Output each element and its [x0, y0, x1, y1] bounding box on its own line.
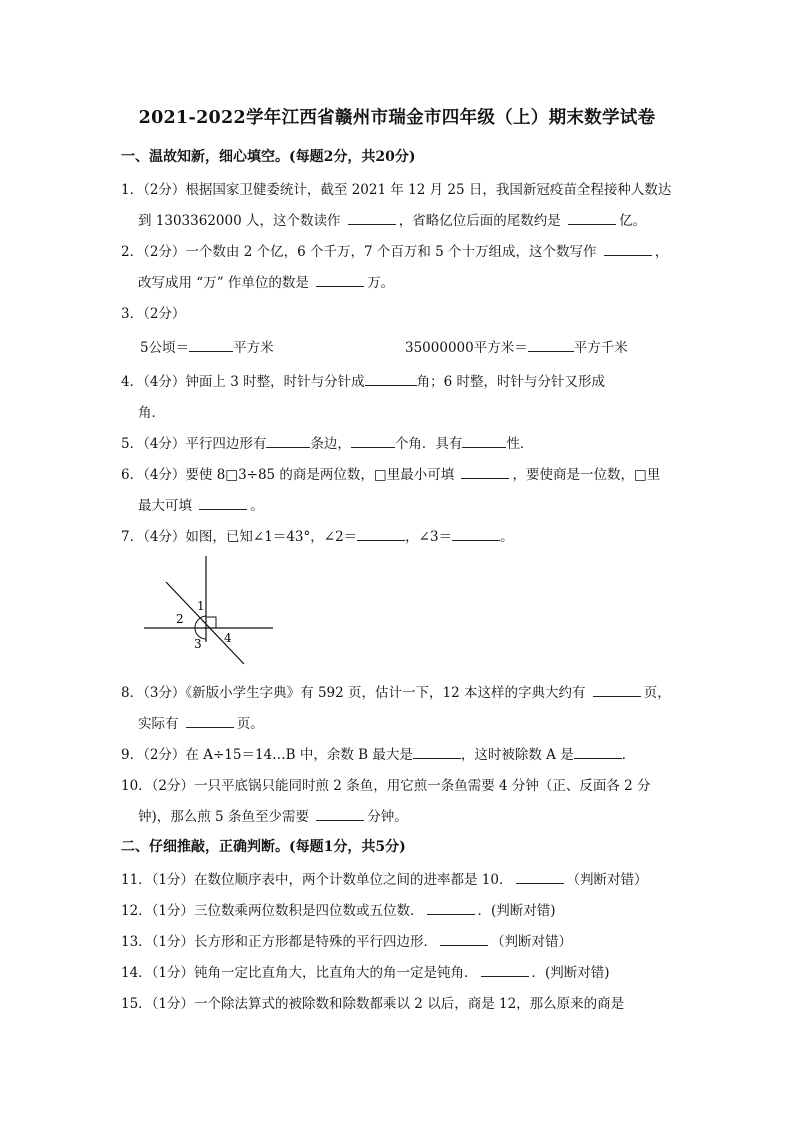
q14-text: 14．（1分）钝角一定比直角大，比直角大的角一定是钝角．	[121, 965, 478, 981]
q14-suffix: ．(判断对错)	[531, 965, 610, 981]
q8-text-d: 页。	[236, 716, 264, 732]
q3-left-b: 平方米	[233, 340, 274, 356]
q12-text: 12．（1分）三位数乘两位数积是四位数或五位数．	[121, 903, 424, 919]
q3-right-a: 35000000平方米＝	[405, 340, 528, 356]
q11-suffix: （判断对错）	[566, 872, 648, 888]
q10-line-2	[138, 805, 408, 825]
q1-answer-blank-2[interactable]	[568, 211, 616, 225]
q8-answer-blank-1[interactable]	[593, 683, 641, 697]
q8-text-a: 8．（3分）《新版小学生字典》有 592 页，估计一下，12 本这样的字典大约有	[121, 685, 590, 701]
q13-line	[121, 930, 572, 950]
q7-line	[121, 525, 514, 545]
q2-answer-blank-2[interactable]	[316, 273, 364, 287]
q14-line	[121, 961, 610, 981]
q8-line-1	[121, 681, 671, 701]
q7-angle-2-arc	[195, 620, 198, 628]
q8-text-c: 实际有	[138, 716, 183, 732]
q1-text-c: 亿。	[619, 213, 647, 229]
q6-text-b: ，要使商是一位数，□里	[512, 467, 661, 483]
q5-text-b: 条边，	[310, 436, 351, 452]
q2-text-a: 2．（2分）一个数由 2 个亿，6 个千万，7 个百万和 5 个十万组成，这个数写作	[121, 244, 601, 260]
q6-line-2	[138, 494, 264, 514]
q13-answer-blank[interactable]	[440, 932, 488, 946]
q1-line-1: 1．（2分）根据国家卫健委统计，截至 2021 年 12 月 25 日，我国新冠疫苗全程接种人数达	[121, 182, 672, 198]
q7-text-a: 7．（4分）如图，已知∠1＝43°，∠2＝	[121, 529, 358, 545]
q2-text-d: 万。	[367, 275, 395, 291]
q7-label-2: 2	[176, 612, 184, 626]
q7-angle-figure	[142, 554, 276, 666]
q5-text-c: 个角．具有	[394, 436, 463, 452]
q6-line-1	[121, 463, 660, 483]
q9-line	[121, 743, 635, 763]
q4-line-1	[121, 370, 605, 390]
q9-answer-blank-1[interactable]	[413, 745, 461, 759]
q4-text-a: 4．（4分）钟面上 3 时整，时针与分针成	[121, 374, 365, 390]
q12-answer-blank[interactable]	[427, 901, 475, 915]
q3-answer-blank-1[interactable]	[189, 338, 233, 352]
q7-answer-blank-1[interactable]	[357, 527, 405, 541]
q11-text: 11．（1分）在数位顺序表中，两个计数单位之间的进率都是 10．	[121, 872, 513, 888]
q7-label-1: 1	[197, 599, 205, 613]
q1-line-2	[138, 209, 646, 229]
q6-text-c: 最大可填	[138, 498, 197, 514]
q6-text-d: 。	[250, 498, 264, 514]
q10-line-1: 10．（2分）一只平底锅只能同时煎 2 条鱼，用它煎一条鱼需要 4 分钟（正、反面各 2 分	[121, 778, 651, 794]
q11-answer-blank[interactable]	[516, 870, 564, 884]
q8-answer-blank-2[interactable]	[186, 714, 234, 728]
q3-right	[405, 336, 628, 356]
q9-answer-blank-2[interactable]	[574, 745, 622, 759]
q13-text: 13．（1分）长方形和正方形都是特殊的平行四边形．	[121, 934, 438, 950]
q5-answer-blank-1[interactable]	[266, 434, 310, 448]
q7-label-3: 3	[194, 637, 202, 651]
q14-answer-blank[interactable]	[481, 963, 529, 977]
q3-right-b: 平方千米	[573, 340, 628, 356]
q3-answer-blank-2[interactable]	[528, 338, 574, 352]
q1-text-b: ，省略亿位后面的尾数约是	[398, 213, 566, 229]
q10-text-b: 分钟。	[367, 809, 408, 825]
q4-answer-blank-1[interactable]	[365, 372, 417, 386]
q10-text-a: 钟)，那么煎 5 条鱼至少需要	[138, 809, 314, 825]
exam-title: 2021-2022学年江西省赣州市瑞金市四年级（上）期末数学试卷	[138, 108, 656, 128]
section-1-heading: 一、温故知新，细心填空。(每题2分，共20分)	[121, 149, 416, 165]
q6-text-a: 6．（4分）要使 8□3÷85 的商是两位数，□里最小可填	[121, 467, 459, 483]
q5-answer-blank-2[interactable]	[351, 434, 395, 448]
q4-text-b: 角；6 时整，时针与分针又形成	[416, 374, 605, 390]
q7-answer-blank-2[interactable]	[452, 527, 500, 541]
q8-text-b: 页，	[643, 685, 671, 701]
q2-line-1	[121, 240, 668, 260]
q7-text-b: ，∠3＝	[405, 529, 453, 545]
q3-left-a: 5公顷＝	[140, 340, 190, 356]
q5-text-d: 性．	[506, 436, 534, 452]
q2-text-b: ，	[654, 244, 669, 260]
q11-line	[121, 868, 648, 888]
q10-answer-blank[interactable]	[316, 807, 364, 821]
q7-label-4: 4	[224, 631, 232, 645]
q2-line-2	[138, 271, 394, 291]
q2-text-c: 改写成用 “万” 作单位的数是	[138, 275, 314, 291]
q6-answer-blank-1[interactable]	[461, 465, 509, 479]
q8-line-2	[138, 712, 264, 732]
q7-figure-svg	[142, 554, 276, 666]
q9-text-b: ，这时被除数 A 是	[460, 747, 574, 763]
q15-line-1: 15．（1分）一个除法算式的被除数和除数都乘以 2 以后，商是 12，那么原来的商是	[121, 996, 625, 1012]
q5-line	[121, 432, 533, 452]
q5-text-a: 5．（4分）平行四边形有	[121, 436, 267, 452]
q3-head: 3．（2分）	[121, 306, 186, 322]
q12-suffix: ．(判断对错)	[477, 903, 556, 919]
q9-text-c: ．	[621, 747, 636, 763]
section-2-heading: 二、仔细推敲，正确判断。(每题1分，共5分)	[121, 839, 406, 855]
q4-line-2: 角．	[138, 405, 165, 421]
q1-text-a: 到 1303362000 人，这个数读作	[138, 213, 345, 229]
q3-left	[140, 336, 274, 356]
q6-answer-blank-2[interactable]	[199, 496, 247, 510]
q5-answer-blank-3[interactable]	[462, 434, 506, 448]
q2-answer-blank-1[interactable]	[604, 242, 652, 256]
q1-answer-blank-1[interactable]	[348, 211, 396, 225]
q12-line	[121, 899, 556, 919]
q13-suffix: （判断对错）	[491, 934, 573, 950]
q9-text-a: 9．（2分）在 A÷15＝14…B 中，余数 B 最大是	[121, 747, 413, 763]
q7-text-c: 。	[500, 529, 514, 545]
